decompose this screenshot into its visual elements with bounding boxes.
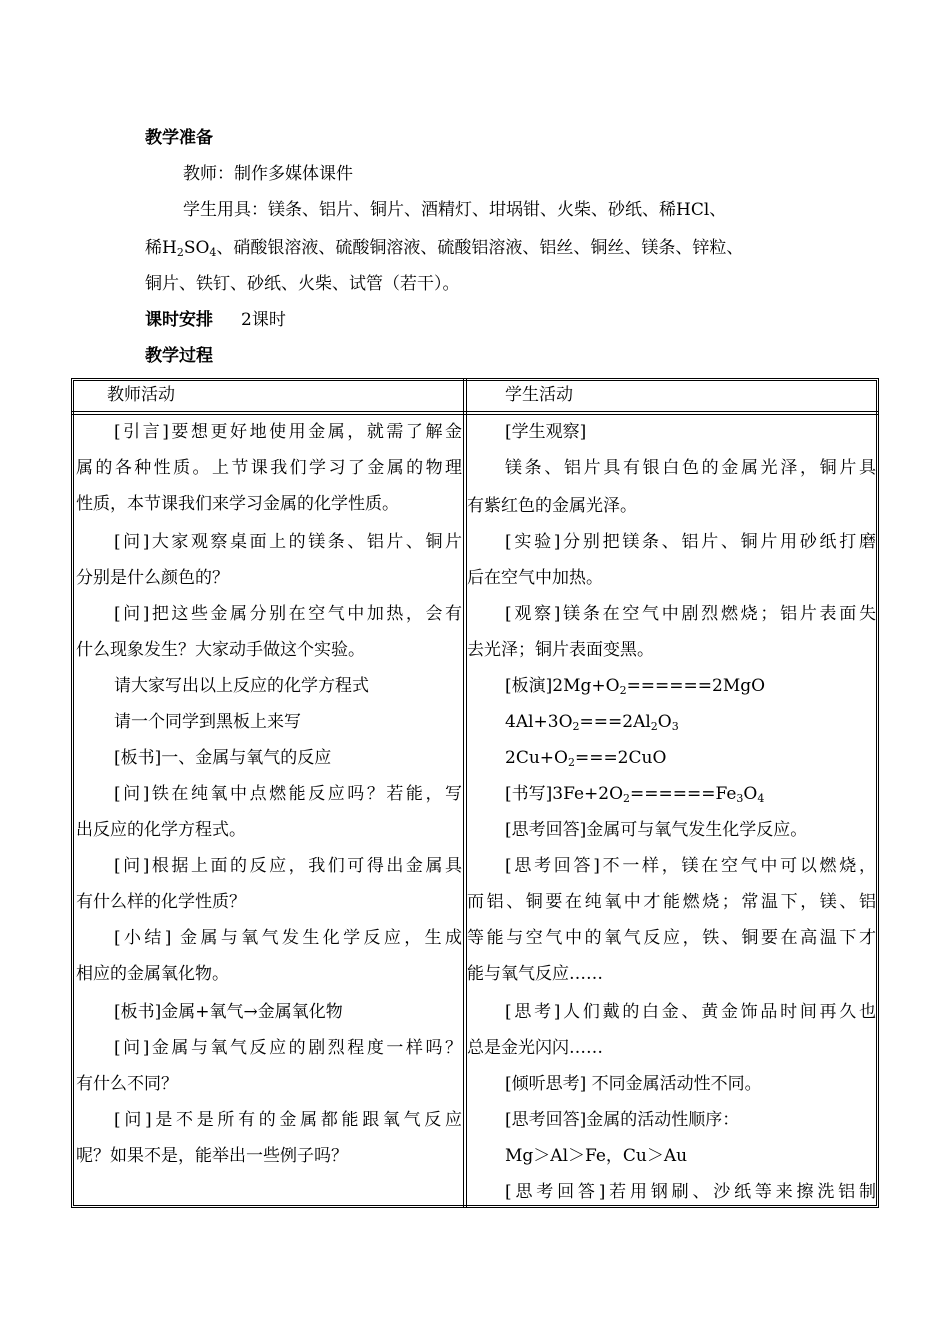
teacher-line: 请一个同学到黑板上来写 <box>114 712 301 732</box>
teacher-line: [问]大家观察桌面上的镁条、铝片、铜片 <box>114 532 462 552</box>
student-line: 而铝、铜要在纯氧中才能燃烧；常温下，镁、铝 <box>467 892 876 912</box>
student-line: 镁条、铝片具有银白色的金属光泽，铜片具 <box>505 458 876 478</box>
student-line: [思考]人们戴的白金、黄金饰品时间再久也 <box>505 1002 876 1022</box>
student-line: [学生观察] <box>505 422 587 442</box>
student-line: [思考回答]金属的活动性顺序： <box>505 1110 740 1130</box>
teacher-prep-text: 教师：制作多媒体课件 <box>183 164 353 184</box>
section-heading-schedule: 课时安排 <box>145 310 213 330</box>
teacher-line: [问]铁在纯氧中点燃能反应吗？若能，写 <box>114 784 462 804</box>
teacher-line: [小结] 金属与氧气发生化学反应，生成 <box>114 928 462 948</box>
student-line: [思考回答]不一样，镁在空气中可以燃烧， <box>505 856 876 876</box>
teacher-line: [问]是不是所有的金属都能跟氧气反应 <box>114 1110 462 1130</box>
teacher-line: 什么现象发生？大家动手做这个实验。 <box>76 640 365 660</box>
student-line: [思考回答]金属可与氧气发生化学反应。 <box>505 820 808 840</box>
teacher-line: 出反应的化学方程式。 <box>76 820 246 840</box>
equation-fe: [书写]$3Fe+2O_2======Fe_3O_4$ <box>505 784 765 805</box>
equation-mg: [板演]$2Mg+O_2======2MgO$ <box>505 676 766 697</box>
student-line: 有紫红色的金属光泽。 <box>467 496 637 516</box>
student-line: [观察]镁条在空气中剧烈燃烧；铝片表面失 <box>505 604 876 624</box>
teacher-line: 有什么样的化学性质？ <box>76 892 246 912</box>
teacher-line: [问]根据上面的反应，我们可得出金属具 <box>114 856 462 876</box>
teacher-line: [问]金属与氧气反应的剧烈程度一样吗？ <box>114 1038 462 1058</box>
student-line: 去光泽；铜片表面变黑。 <box>467 640 654 660</box>
teacher-line: 分别是什么颜色的？ <box>76 568 229 588</box>
student-line: 能与氧气反应…… <box>467 964 603 984</box>
teacher-line: 性质，本节课我们来学习金属的化学性质。 <box>76 494 399 514</box>
student-tools-line-1: 学生用具：镁条、铝片、铜片、酒精灯、坩埚钳、火柴、砂纸、稀HCl、 <box>183 200 727 220</box>
student-line: [实验]分别把镁条、铝片、铜片用砂纸打磨 <box>505 532 876 552</box>
student-line: Mg＞Al＞Fe，Cu＞Au <box>505 1146 688 1166</box>
student-line: 后在空气中加热。 <box>467 568 603 588</box>
equation-cu: $2Cu+O_2===2CuO$ <box>505 748 667 769</box>
student-line: [倾听思考] 不同金属活动性不同。 <box>505 1074 762 1094</box>
student-line: 总是金光闪闪…… <box>467 1038 603 1058</box>
student-line: [思考回答]若用钢刷、沙纸等来擦洗铝制 <box>505 1182 876 1202</box>
teacher-line: 有什么不同？ <box>76 1074 178 1094</box>
student-tools-line-2: 稀$H_2SO_4$、硝酸银溶液、硫酸铜溶液、硫酸铝溶液、铝丝、铜丝、镁条、锌粒、 <box>145 238 744 259</box>
teacher-line: [板书]金属+氧气→金属氧化物 <box>114 1002 343 1022</box>
teacher-line: [引言]要想更好地使用金属，就需了解金 <box>114 422 462 442</box>
section-heading-preparation: 教学准备 <box>145 128 213 148</box>
student-line: 等能与空气中的氧气反应，铁、铜要在高温下才 <box>467 928 876 948</box>
teacher-line: [问]把这些金属分别在空气中加热，会有 <box>114 604 462 624</box>
schedule-value: 2课时 <box>241 310 286 330</box>
teacher-line: 请大家写出以上反应的化学方程式 <box>114 676 369 696</box>
header-student-activity: 学生活动 <box>505 385 573 405</box>
teacher-line: 属的各种性质。上节课我们学习了金属的物理 <box>76 458 462 478</box>
teacher-line: 相应的金属氧化物。 <box>76 964 229 984</box>
header-teacher-activity: 教师活动 <box>107 385 175 405</box>
student-tools-line-3: 铜片、铁钉、砂纸、火柴、试管（若干）。 <box>145 274 460 294</box>
table-header-divider <box>71 411 879 415</box>
teacher-line: 呢？如果不是，能举出一些例子吗？ <box>76 1146 348 1166</box>
teacher-line: [板书]一、金属与氧气的反应 <box>114 748 332 768</box>
equation-al: $4Al+3O_2===2Al_2O_3$ <box>505 712 679 733</box>
section-heading-process: 教学过程 <box>145 346 213 366</box>
